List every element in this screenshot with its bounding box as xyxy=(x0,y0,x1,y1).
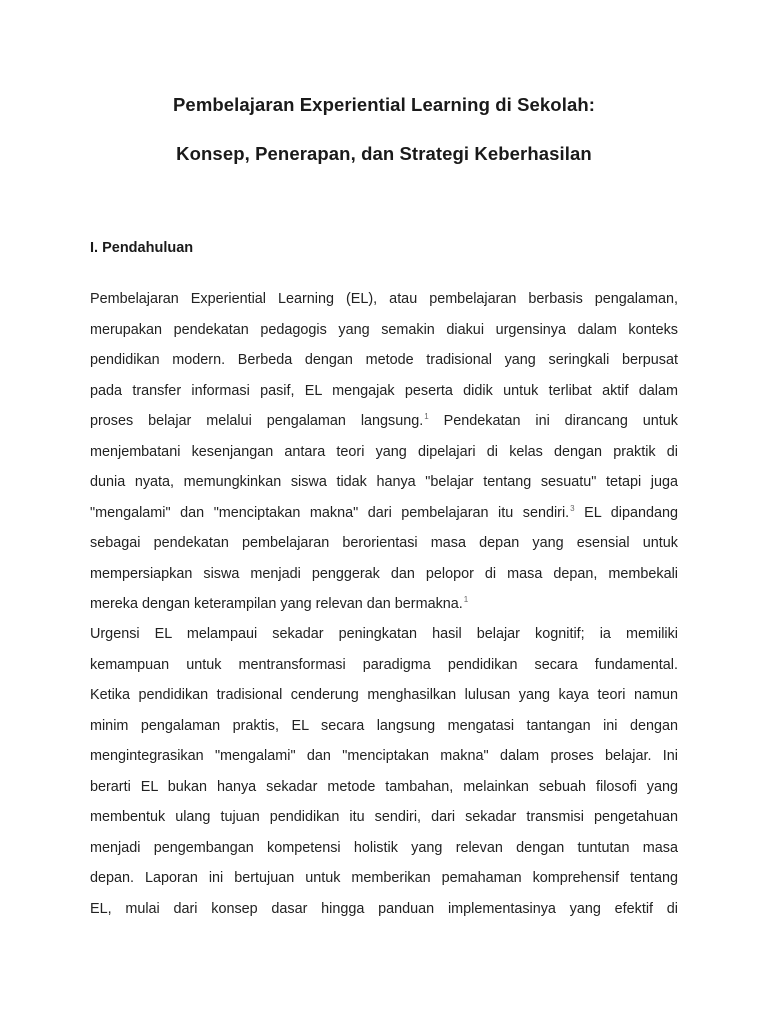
paragraph-line: kemampuan untuk mentransformasi paradigma pendidikan secara fundamental. xyxy=(90,656,678,673)
paragraph-line: mereka dengan keterampilan yang relevan dan bermakna.$^1$ xyxy=(90,595,469,612)
paragraph-line: mengintegrasikan "mengalami" dan "menciptakan makna" dalam proses belajar. Ini xyxy=(90,748,678,764)
document-title-line-1: Pembelajaran Experiential Learning di Sekolah: xyxy=(172,94,595,115)
document-title-line-2: Konsep, Penerapan, dan Strategi Keberhasilan xyxy=(176,143,592,164)
paragraph-line: membentuk ulang tujuan pendidikan itu sendiri, dari sekadar transmisi pengetahuan xyxy=(90,809,678,825)
paragraph-line: EL, mulai dari konsep dasar hingga panduan implementasinya yang efektif di xyxy=(90,900,678,917)
paragraph-1 xyxy=(90,284,678,620)
paragraph-line: merupakan pendekatan pedagogis yang semakin diakui urgensinya dalam konteks xyxy=(90,321,678,338)
paragraph-line: sebagai pendekatan pembelajaran berorientasi masa depan yang esensial untuk xyxy=(90,535,678,551)
footnote-marker[interactable]: 3 xyxy=(570,503,575,513)
paragraph-line: Pembelajaran Experiential Learning (EL), atau pembelajaran berbasis pengalaman, xyxy=(90,291,678,307)
paragraph-line: Urgensi EL melampaui sekadar peningkatan hasil belajar kognitif; ia memiliki xyxy=(90,626,678,642)
paragraph-line: depan. Laporan ini bertujuan untuk memberikan pemahaman komprehensif tentang xyxy=(90,870,678,886)
footnote-marker[interactable]: 1 xyxy=(424,412,429,421)
paragraph-2 xyxy=(90,619,678,924)
paragraph-line: pendidikan modern. Berbeda dengan metode tradisional yang seringkali berpusat xyxy=(90,352,678,368)
paragraph-line: Ketika pendidikan tradisional cenderung menghasilkan lulusan yang kaya teori namun xyxy=(90,687,678,703)
paragraph-line: "mengalami" dan "menciptakan makna" dari pembelajaran itu sendiri.$^3$ EL dipandang xyxy=(90,503,679,521)
paragraph-line: dunia nyata, memungkinkan siswa tidak hanya "belajar tentang sesuatu" tetapi juga xyxy=(90,474,678,490)
paragraph-line: pada transfer informasi pasif, EL mengajak peserta didik untuk terlibat aktif dalam xyxy=(90,382,678,399)
paragraph-line: minim pengalaman praktis, EL secara langsung mengatasi tantangan ini dengan xyxy=(90,717,678,734)
paragraph-line: mempersiapkan siswa menjadi penggerak dan pelopor di masa depan, membekali xyxy=(90,565,678,582)
paragraph-line: menjembatani kesenjangan antara teori yang dipelajari di kelas dengan praktik di xyxy=(90,443,678,460)
paragraph-line: menjadi pengembangan kompetensi holistik yang relevan dengan tuntutan masa xyxy=(90,839,678,856)
paragraph-line: proses belajar melalui pengalaman langsung.$^1$ Pendekatan ini dirancang untuk xyxy=(90,412,678,429)
footnote-marker[interactable]: 1 xyxy=(463,595,469,604)
section-heading: I. Pendahuluan xyxy=(90,240,194,256)
paragraph-line: berarti EL bukan hanya sekadar metode tambahan, melainkan sebuah filosofi yang xyxy=(90,778,678,795)
